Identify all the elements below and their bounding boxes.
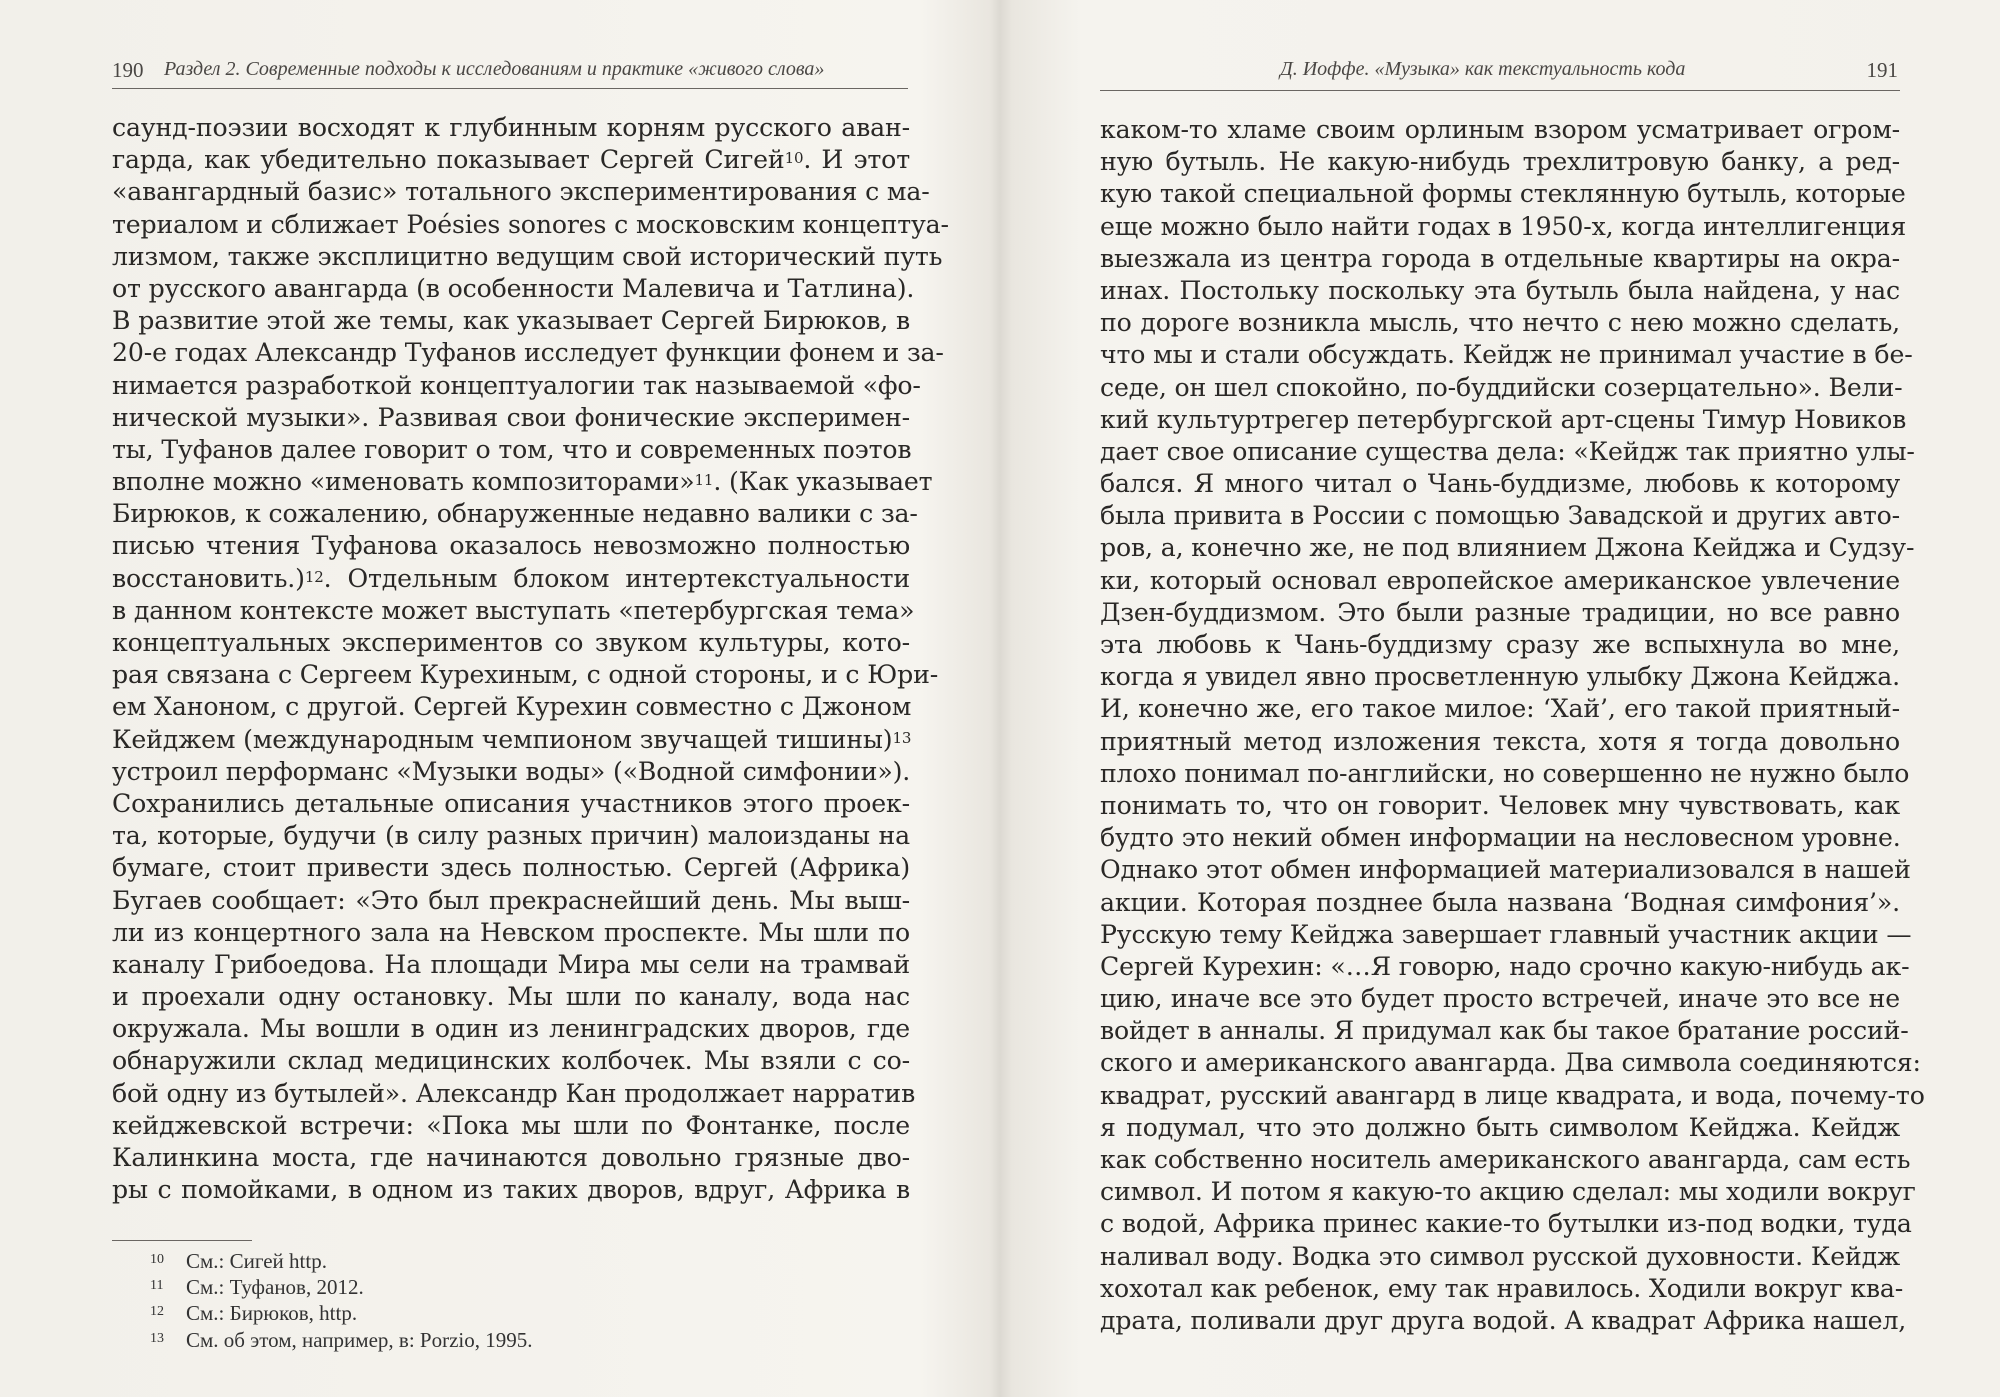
text-line: каком-то хламе своим орлиным взором усматривает огром- bbox=[1100, 115, 1900, 144]
text-segment: та, которые, будучи (в силу разных причин) малоизданы на bbox=[112, 821, 910, 851]
text-line bbox=[112, 917, 910, 949]
text-line bbox=[112, 1142, 910, 1174]
text-segment: гарда, как убедительно показывает Сергей Сигей bbox=[112, 145, 785, 175]
text-segment: восстановить.) bbox=[112, 563, 305, 593]
text-line bbox=[112, 756, 910, 788]
text-segment: Кейджем (международным чемпионом звучащей тишины) bbox=[112, 724, 893, 754]
footnotes bbox=[150, 1248, 850, 1353]
text-line: ную бутыль. Не какую-нибудь трехлитровую банку, а ред- bbox=[1100, 147, 1900, 177]
text-segment: нимается разработкой концептуалогии так называемой «фо- bbox=[112, 370, 921, 400]
text-line bbox=[112, 627, 910, 659]
text-line bbox=[112, 885, 910, 917]
text-segment: вполне можно «именовать композиторами» bbox=[112, 467, 695, 497]
text-line bbox=[112, 144, 910, 176]
text-line: что мы и стали обсуждать. Кейдж не принимал участие в бе- bbox=[1100, 340, 1913, 370]
text-line bbox=[112, 530, 910, 562]
footnote-text: См.: Сигей http. bbox=[186, 1249, 327, 1273]
text-segment: ры с помойками, в одном из таких дворов, вдруг, Африка в bbox=[112, 1175, 910, 1205]
text-line: как собственно носитель американского авангарда, сам есть bbox=[1100, 1145, 1911, 1174]
left-body-text bbox=[112, 112, 949, 1206]
left-header-rule bbox=[112, 88, 908, 89]
text-segment: ли из концертного зала на Невском проспекте. Мы шли по bbox=[112, 917, 910, 947]
text-line bbox=[112, 1110, 910, 1142]
text-segment: обнаружили склад медицинских колбочек. Мы взяли с со- bbox=[112, 1046, 910, 1076]
text-line bbox=[112, 1174, 910, 1206]
text-segment: . (Как указывает bbox=[713, 467, 933, 497]
text-line: понимать то, что он говорит. Человек мну чувствовать, как bbox=[1100, 790, 1900, 820]
text-segment: и проехали одну остановку. Мы шли по каналу, вода нас bbox=[112, 982, 910, 1012]
footnote-number: 10 bbox=[150, 1252, 164, 1267]
text-line bbox=[112, 1045, 910, 1077]
text-line: ского и американского авангарда. Два символа соединяются: bbox=[1100, 1048, 1921, 1078]
text-line bbox=[112, 691, 910, 723]
text-segment: саунд-поэзии восходят к глубинным корням русского аван- bbox=[112, 113, 910, 142]
text-segment: териалом и сближает Poésies sonores с московским концептуа- bbox=[112, 209, 949, 239]
footnote-number: 13 bbox=[150, 1330, 164, 1346]
text-line: эта любовь к Чань-буддизму сразу же вспыхнула во мне, bbox=[1100, 630, 1900, 659]
text-line: выезжала из центра города в отдельные квартиры на окра- bbox=[1100, 243, 1900, 273]
footnote-marker: 12 bbox=[304, 567, 324, 586]
text-line: ров, а, конечно же, не под влиянием Джона Кейджа и Судзу- bbox=[1100, 533, 1915, 563]
right-page bbox=[1000, 0, 2000, 1397]
footnote-marker: 13 bbox=[892, 728, 912, 747]
text-line: Дзен-буддизмом. Это были разные традиции, но все равно bbox=[1100, 597, 1900, 627]
text-line: плохо понимал по-английски, но совершенно не нужно было bbox=[1100, 758, 1910, 788]
text-segment: Бирюков, к сожалению, обнаруженные недавно валики с за- bbox=[112, 499, 918, 529]
right-running-head-text: Д. Иоффе. «Музыка» как текстуальность кода bbox=[1280, 58, 1686, 80]
text-line bbox=[112, 273, 915, 305]
text-segment: устроил перформанс «Музыки воды» («Водной симфонии»). bbox=[112, 756, 911, 786]
text-line bbox=[112, 595, 915, 627]
text-segment: . Отдельным блоком интертекстуальности bbox=[323, 563, 910, 593]
text-line: седе, он шел спокойно, по-буддийски созерцательно». Вели- bbox=[1100, 372, 1903, 402]
text-line bbox=[112, 402, 910, 434]
footnote-rule bbox=[112, 1240, 252, 1241]
footnote bbox=[150, 1300, 850, 1326]
text-segment: в данном контексте может выступать «петербургская тема» bbox=[112, 595, 915, 625]
text-line bbox=[112, 498, 918, 530]
text-line bbox=[112, 209, 949, 241]
text-segment: нической музыки». Развивая свои фонические эксперимен- bbox=[112, 402, 910, 432]
text-segment: ем Ханоном, с другой. Сергей Курехин совместно с Джоном bbox=[112, 692, 912, 722]
text-line: наливал воду. Водка это символ русской духовности. Кейдж bbox=[1100, 1241, 1900, 1271]
text-line: символ. И потом я какую-то акцию сделал: мы ходили вокруг bbox=[1100, 1177, 1916, 1207]
text-line: я подумал, что это должно быть символом Кейджа. Кейдж bbox=[1100, 1112, 1900, 1142]
text-line: И, конечно же, его такое милое: ‘Хай’, его такой приятный- bbox=[1100, 694, 1900, 724]
right-header-rule bbox=[1100, 90, 1900, 91]
text-segment: кейджевской встречи: «Пока мы шли по Фонтанке, после bbox=[112, 1110, 910, 1140]
right-body-text bbox=[1100, 114, 1925, 1337]
text-segment: концептуальных экспериментов со звуком культуры, кото- bbox=[112, 628, 910, 657]
text-line: приятный метод изложения текста, хотя я тогда довольно bbox=[1100, 726, 1900, 756]
text-line: когда я увидел явно просветленную улыбку Джона Кейджа. bbox=[1100, 662, 1900, 692]
text-line bbox=[112, 176, 930, 208]
text-line: квадрат, русский авангард в лице квадрата, и вода, почему-то bbox=[1100, 1080, 1925, 1110]
text-line bbox=[112, 820, 910, 852]
text-line: Сергей Курехин: «…Я говорю, надо срочно какую-нибудь ак- bbox=[1100, 951, 1910, 981]
text-segment: от русского авангарда (в особенности Малевича и Татлина). bbox=[112, 273, 915, 303]
footnote-text: См.: Бирюков, http. bbox=[186, 1301, 358, 1326]
text-line: ки, который основал европейское американское увлечение bbox=[1100, 565, 1900, 595]
footnote-text: См. об этом, например, в: Porzio, 1995. bbox=[186, 1327, 533, 1352]
footnote-marker: 10 bbox=[784, 149, 804, 168]
left-running-head bbox=[112, 58, 908, 88]
text-segment: . И этот bbox=[803, 145, 910, 175]
text-line bbox=[112, 466, 933, 498]
right-page-number: 191 bbox=[1866, 58, 1898, 82]
footnote-marker: 11 bbox=[694, 471, 714, 490]
text-line: с водой, Африка принес какие-то бутылки из-под водки, туда bbox=[1100, 1209, 1912, 1239]
text-line bbox=[112, 949, 910, 981]
footnote-text: См.: Туфанов, 2012. bbox=[186, 1275, 364, 1300]
text-segment: ты, Туфанов далее говорит о том, что и современных поэтов bbox=[112, 434, 912, 464]
text-line: драта, поливали друг друга водой. А квадрат Африка нашел, bbox=[1100, 1305, 1907, 1335]
text-line: цию, иначе все это будет просто встречей, иначе это все не bbox=[1100, 984, 1900, 1014]
text-segment: «авангардный базис» тотального экспериментирования с ма- bbox=[112, 177, 930, 207]
text-line bbox=[112, 241, 943, 273]
text-segment: Бугаев сообщает: «Это был прекраснейший день. Мы выш- bbox=[112, 885, 910, 915]
text-line bbox=[112, 724, 910, 756]
text-segment: писью чтения Туфанова оказалось невозможно полностью bbox=[112, 531, 910, 561]
text-line: по дороге возникла мысль, что нечто с нею можно сделать, bbox=[1100, 308, 1900, 338]
text-line: будто это некий обмен информации на несловесном уровне. bbox=[1100, 823, 1901, 853]
text-line bbox=[112, 434, 910, 466]
text-line: инах. Постольку поскольку эта бутыль была найдена, у нас bbox=[1100, 275, 1900, 305]
text-line bbox=[112, 337, 944, 369]
text-line bbox=[112, 112, 910, 144]
text-line bbox=[112, 659, 939, 691]
text-line: войдет в анналы. Я придумал как бы такое братание россий- bbox=[1100, 1016, 1909, 1046]
text-segment: бой одну из бутылей». Александр Кан продолжает нарратив bbox=[112, 1078, 916, 1108]
footnote bbox=[150, 1274, 850, 1300]
text-line bbox=[112, 370, 921, 402]
text-line bbox=[112, 563, 910, 595]
left-page-number: 190 bbox=[112, 58, 144, 82]
right-running-head bbox=[1100, 58, 1898, 88]
footnote-number: 11 bbox=[150, 1278, 164, 1294]
text-segment: Калинкина моста, где начинаются довольно грязные дво- bbox=[112, 1143, 910, 1172]
text-line bbox=[112, 852, 910, 884]
text-line bbox=[112, 1078, 916, 1110]
text-segment: В развитие этой же темы, как указывает Сергей Бирюков, в bbox=[112, 306, 910, 336]
footnote-number: 12 bbox=[150, 1304, 164, 1320]
text-line bbox=[112, 305, 910, 337]
text-line bbox=[112, 1013, 910, 1045]
text-segment: окружала. Мы вошли в один из ленинградских дворов, где bbox=[112, 1014, 910, 1044]
text-line: кую такой специальной формы стеклянную бутыль, которые bbox=[1100, 179, 1906, 209]
left-running-head-text: Раздел 2. Современные подходы к исследованиям и практике «живого слова» bbox=[164, 58, 825, 80]
text-segment: Сохранились детальные описания участников этого проек- bbox=[112, 788, 910, 818]
text-line: Русскую тему Кейджа завершает главный участник акции — bbox=[1100, 919, 1912, 949]
text-line: бался. Я много читал о Чань-буддизме, любовь к которому bbox=[1100, 469, 1900, 499]
text-line: дает свое описание существа дела: «Кейдж так приятно улы- bbox=[1100, 436, 1915, 466]
text-segment: бумаге, стоит привести здесь полностью. Сергей (Африка) bbox=[112, 853, 910, 883]
text-line: хохотал как ребенок, ему так нравилось. Ходили вокруг ква- bbox=[1100, 1273, 1904, 1303]
text-line: Однако этот обмен информацией материализовался в нашей bbox=[1100, 855, 1911, 885]
footnote bbox=[150, 1248, 850, 1274]
text-line: акции. Которая позднее была названа ‘Водная симфония’». bbox=[1100, 887, 1900, 917]
text-segment: каналу Грибоедова. На площади Мира мы сели на трамвай bbox=[112, 949, 910, 979]
text-segment: лизмом, также эксплицитно ведущим свой исторический путь bbox=[112, 241, 943, 271]
text-line bbox=[112, 788, 910, 820]
text-line bbox=[112, 981, 910, 1013]
text-segment: 20-е годах Александр Туфанов исследует функции фонем и за- bbox=[112, 338, 944, 368]
text-line: еще можно было найти годах в 1950-х, когда интеллигенция bbox=[1100, 211, 1907, 241]
text-segment: рая связана с Сергеем Курехиным, с одной стороны, и с Юри- bbox=[112, 660, 939, 690]
text-line: кий культуртрегер петербургской арт-сцены Тимур Новиков bbox=[1100, 404, 1907, 434]
footnote bbox=[150, 1327, 850, 1353]
text-line: была привита в России с помощью Завадской и других авто- bbox=[1100, 501, 1900, 531]
